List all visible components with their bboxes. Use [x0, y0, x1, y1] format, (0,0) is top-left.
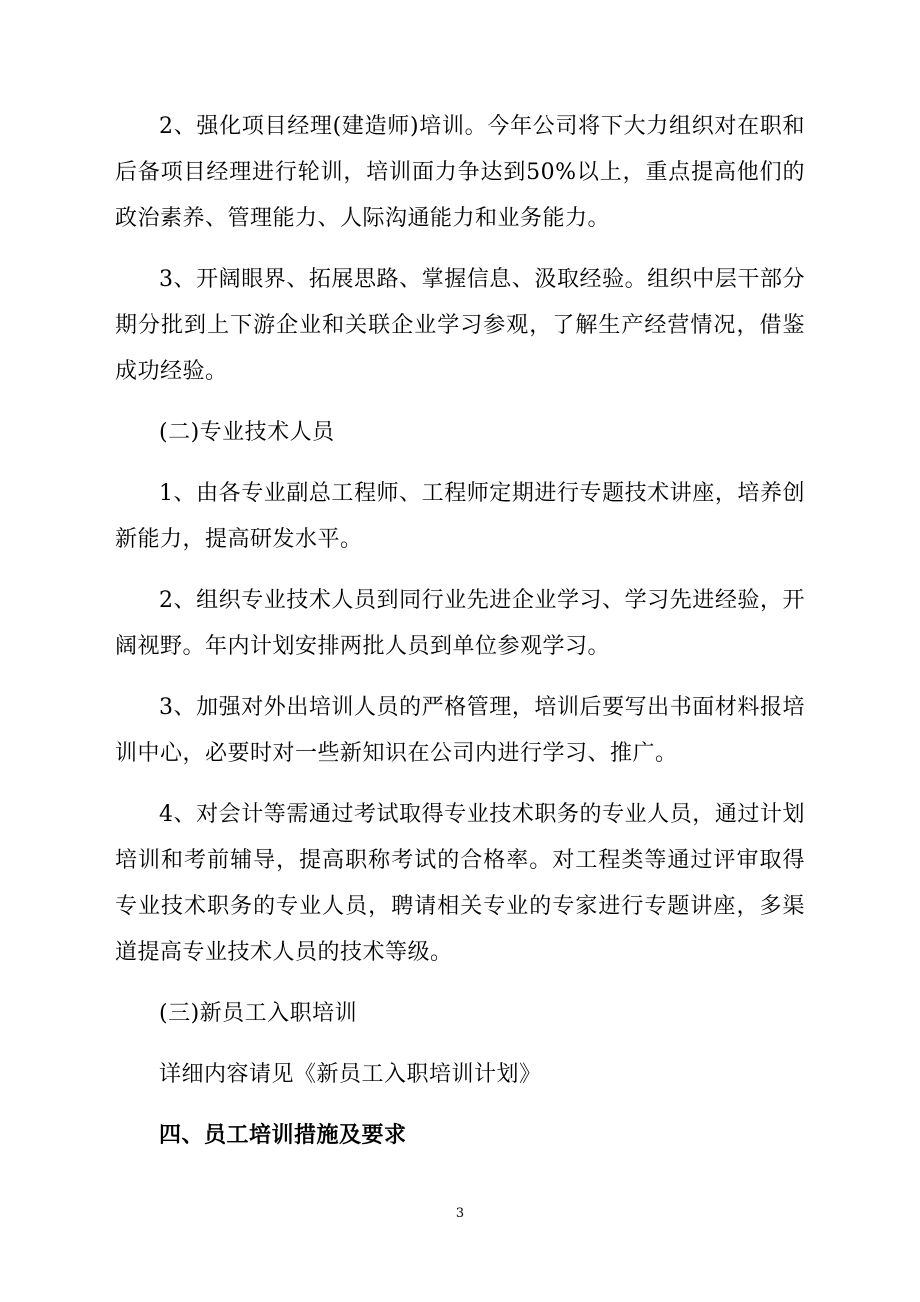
paragraph-pm-training: 2、强化项目经理(建造师)培训。今年公司将下大力组织对在职和后备项目经理进行轮训，培训面力争达到50%以上，重点提高他们的政治素养、管理能力、人际沟通能力和业务能力。: [115, 114, 805, 231]
page-number: 3: [455, 1206, 465, 1221]
chapter-heading-training-measures: 四、员工培训措施及要求: [159, 1123, 407, 1148]
section-heading-new-employee: (三)新员工入职培训: [159, 1001, 358, 1026]
paragraph-broaden-horizons: 3、开阔眼界、拓展思路、掌握信息、汲取经验。组织中层干部分期分批到上下游企业和关联企业学习参观，了解生产经营情况，借鉴成功经验。: [115, 267, 805, 384]
paragraph-peer-study: 2、组织专业技术人员到同行业先进企业学习、学习先进经验，开阔视野。年内计划安排两批人员到单位参观学习。: [115, 588, 805, 659]
paragraph-external-training-management: 3、加强对外出培训人员的严格管理，培训后要写出书面材料报培训中心，必要时对一些新知识在公司内进行学习、推广。: [115, 695, 805, 766]
paragraph-technical-lectures: 1、由各专业副总工程师、工程师定期进行专题技术讲座，培养创新能力，提高研发水平。: [115, 481, 805, 552]
section-heading-technical-staff: (二)专业技术人员: [159, 420, 335, 445]
paragraph-new-employee-reference: 详细内容请见《新员工入职培训计划》: [159, 1062, 542, 1087]
paragraph-professional-certification: 4、对会计等需通过考试取得专业技术职务的专业人员，通过计划培训和考前辅导，提高职称考试的合格率。对工程类等通过评审取得专业技术职务的专业人员，聘请相关专业的专家进行专题讲座，多渠道提高专业技术人员的技术等级。: [115, 802, 805, 965]
document-body: [115, 104, 805, 1174]
